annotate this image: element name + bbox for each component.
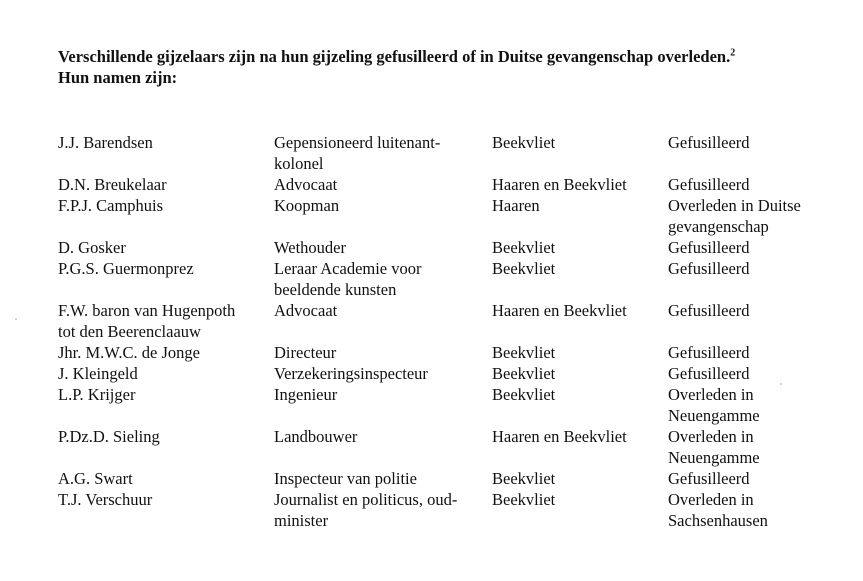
heading-line-2: Hun namen zijn: [58, 68, 178, 87]
cell-name: L.P. Krijger [58, 385, 136, 404]
cell-occupation: Gepensioneerd luitenant- kolonel [274, 133, 441, 173]
cell-occupation: Wethouder [274, 238, 346, 257]
cell-occupation: Koopman [274, 196, 340, 215]
cell-camp: Haaren en Beekvliet [492, 427, 627, 446]
cell-camp: Beekvliet [492, 364, 556, 383]
cell-name: P.Dz.D. Sieling [58, 427, 160, 446]
cell-occupation: Advocaat [274, 301, 338, 320]
cell-occupation: Journalist en politicus, oud- minister [274, 490, 458, 530]
document-heading [58, 46, 848, 88]
cell-camp: Beekvliet [492, 238, 556, 257]
cell-name: T.J. Verschuur [58, 490, 153, 509]
scan-speck [780, 383, 782, 385]
cell-camp: Beekvliet [492, 385, 556, 404]
hostage-table [58, 132, 848, 531]
table-row [58, 426, 848, 468]
cell-occupation: Inspecteur van politie [274, 469, 417, 488]
cell-name: D. Gosker [58, 238, 126, 257]
cell-name: J.J. Barendsen [58, 133, 153, 152]
cell-occupation: Advocaat [274, 175, 338, 194]
table-row [58, 363, 848, 384]
cell-occupation: Ingenieur [274, 385, 338, 404]
table-row [58, 258, 848, 300]
cell-occupation: Directeur [274, 343, 337, 362]
cell-name: F.W. baron van Hugenpoth tot den Beerenclaauw [58, 301, 236, 341]
cell-fate: Gefusilleerd [668, 259, 750, 278]
footnote-marker: 2 [730, 47, 736, 59]
table-row [58, 237, 848, 258]
cell-fate: Gefusilleerd [668, 469, 750, 488]
cell-fate: Overleden in Duitse gevangenschap [668, 196, 801, 236]
cell-fate: Gefusilleerd [668, 343, 750, 362]
cell-fate: Gefusilleerd [668, 364, 750, 383]
table-row [58, 489, 848, 531]
cell-occupation: Verzekeringsinspecteur [274, 364, 428, 383]
table-row [58, 132, 848, 174]
cell-fate: Gefusilleerd [668, 175, 750, 194]
cell-fate: Overleden in Neuengamme [668, 385, 760, 425]
cell-fate: Overleden in Sachsenhausen [668, 490, 768, 530]
cell-occupation: Leraar Academie voor beeldende kunsten [274, 259, 422, 299]
table-row [58, 174, 848, 195]
heading-line-1 [58, 46, 848, 67]
scan-speck [15, 318, 17, 320]
heading-line-1-text: Verschillende gijzelaars zijn na hun gijzeling gefusilleerd of in Duitse gevangenschap overleden. [58, 47, 731, 66]
cell-name: D.N. Breukelaar [58, 175, 167, 194]
cell-camp: Beekvliet [492, 259, 556, 278]
cell-camp: Haaren en Beekvliet [492, 175, 627, 194]
cell-name: A.G. Swart [58, 469, 133, 488]
cell-camp: Beekvliet [492, 343, 556, 362]
cell-fate: Gefusilleerd [668, 238, 750, 257]
cell-camp: Beekvliet [492, 490, 556, 509]
cell-fate: Overleden in Neuengamme [668, 427, 760, 467]
cell-camp: Beekvliet [492, 133, 556, 152]
cell-fate: Gefusilleerd [668, 133, 750, 152]
cell-name: Jhr. M.W.C. de Jonge [58, 343, 200, 362]
table-row [58, 468, 848, 489]
cell-name: J. Kleingeld [58, 364, 138, 383]
table-row [58, 195, 848, 237]
cell-name: F.P.J. Camphuis [58, 196, 164, 215]
table-row [58, 342, 848, 363]
cell-name: P.G.S. Guermonprez [58, 259, 194, 278]
cell-camp: Haaren [492, 196, 540, 215]
cell-camp: Beekvliet [492, 469, 556, 488]
cell-occupation: Landbouwer [274, 427, 358, 446]
table-row [58, 300, 848, 342]
table-row [58, 384, 848, 426]
cell-fate: Gefusilleerd [668, 301, 750, 320]
cell-camp: Haaren en Beekvliet [492, 301, 627, 320]
